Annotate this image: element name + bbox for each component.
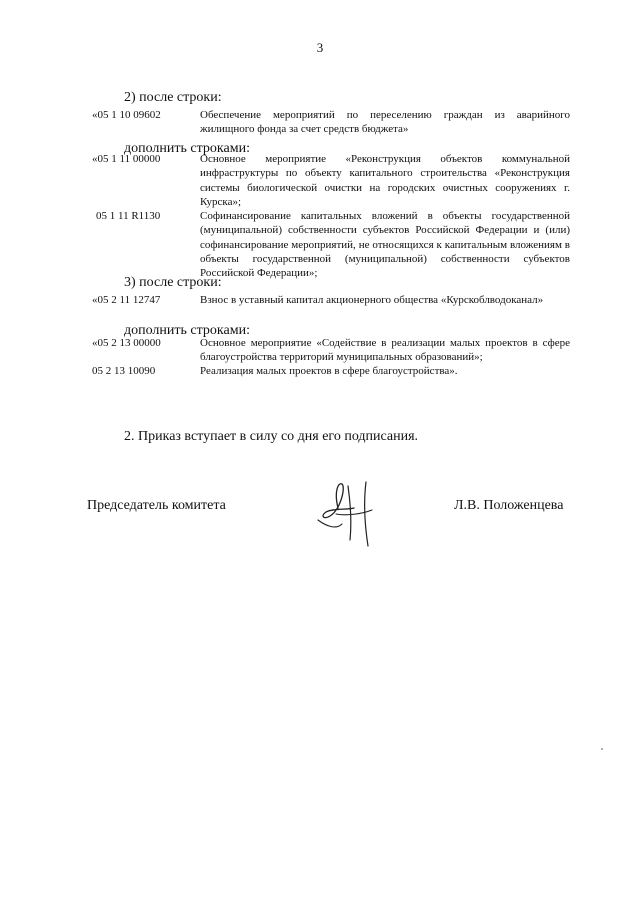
clause-2: 2. Приказ вступает в силу со дня его подписания. xyxy=(124,429,419,444)
row-description: Взнос в уставный капитал акционерного общества «Курскоблводоканал» xyxy=(200,294,544,306)
row-code: 05 1 11 R1130 xyxy=(96,210,161,222)
row-code: «05 2 11 12747 xyxy=(92,294,161,306)
row-code: «05 1 11 00000 xyxy=(92,153,161,165)
row-description: Основное мероприятие «Реконструкция объектов коммунальной инфраструктуры по объекту капитального строительства «Реконструкция системы биологической очистки на городских очистных сооружениях г. Курска»; xyxy=(200,153,570,208)
row-code: «05 2 13 00000 xyxy=(92,337,161,349)
section-heading: дополнить строками: xyxy=(124,323,250,338)
section-heading: 3) после строки: xyxy=(124,275,222,290)
section-heading: дополнить строками: xyxy=(124,141,250,156)
handwritten-signature xyxy=(308,470,388,550)
scan-speck xyxy=(601,748,603,750)
signatory-name: Л.В. Положенцева xyxy=(454,498,564,513)
row-description: Основное мероприятие «Содействие в реализации малых проектов в сфере благоустройства территорий муниципальных образований»; xyxy=(200,337,570,364)
row-code: «05 1 10 09602 xyxy=(92,109,161,121)
row-description: Обеспечение мероприятий по переселению граждан из аварийного жилищного фонда за счет средств бюджета» xyxy=(200,109,570,136)
signatory-title: Председатель комитета xyxy=(87,498,226,513)
row-description: Софинансирование капитальных вложений в объекты государственной (муниципальной) собственности субъектов Российской Федерации и (или) софинансирование мероприятий, не относящихся к капитальным вложениям в объекты государственной (муниципальной) собственности субъектов Российской Федерации»; xyxy=(200,210,570,280)
page-number: 3 xyxy=(316,40,324,55)
section-heading: 2) после строки: xyxy=(124,90,222,105)
row-description: Реализация малых проектов в сфере благоустройства». xyxy=(200,365,458,377)
row-code: 05 2 13 10090 xyxy=(92,365,156,377)
